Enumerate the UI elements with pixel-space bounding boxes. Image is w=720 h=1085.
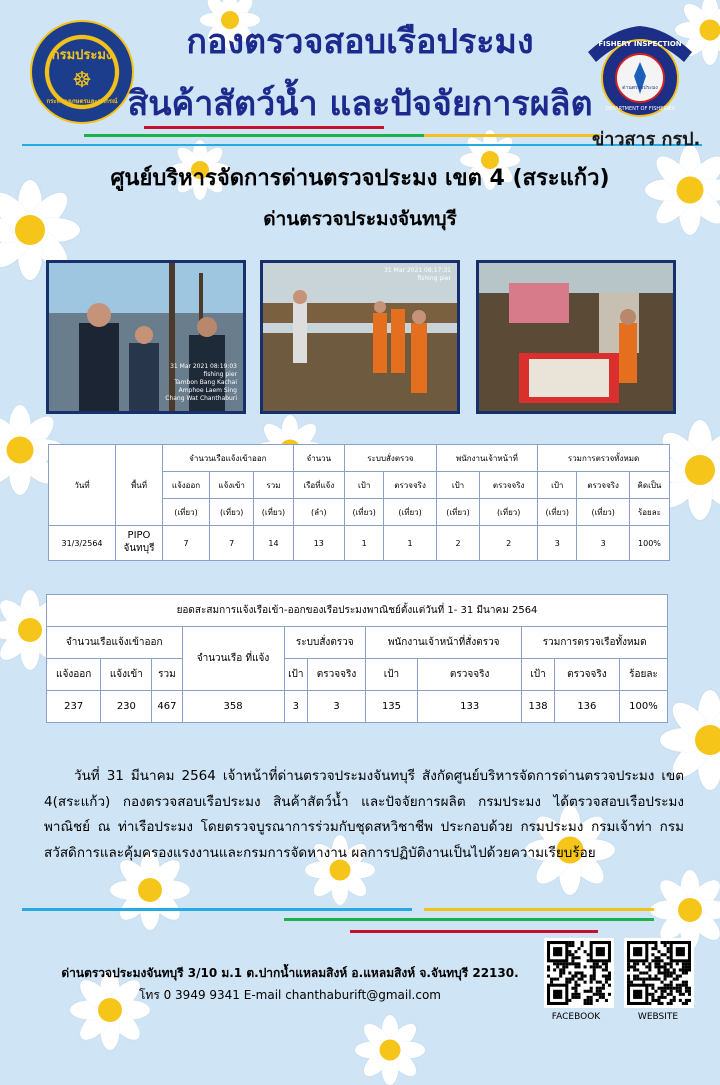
photo-2-timestamp: 31 Mar 2021 08:17:31 fishing pier: [384, 267, 451, 282]
cell-total-actual: 3: [577, 526, 629, 561]
page-title-line2: สินค้าสัตว์น้ำ และปัจจัยการผลิต: [127, 84, 593, 124]
cell-ships: 13: [293, 526, 344, 561]
subheader-actual: ตรวจจริง: [384, 472, 436, 499]
col-ships-header: จำนวนเรือ ที่แจ้ง: [182, 627, 284, 691]
department-of-fisheries-logo: กรมประมง ☸ กระทรวงเกษตรและสหกรณ์: [30, 20, 134, 124]
subheader-pct: ร้อยละ: [619, 659, 667, 691]
unit-trip: (เที่ยว): [210, 499, 254, 526]
monthly-cumulative-table: [46, 594, 668, 723]
unit-trip: (เที่ยว): [480, 499, 538, 526]
col-system-header: ระบบสั่งตรวจ: [344, 445, 436, 472]
cell-sys-target: 1: [344, 526, 383, 561]
checkpoint-title: ด่านตรวจประมงจันทบุรี: [263, 208, 457, 230]
unit-trip: (เที่ยว): [384, 499, 436, 526]
logo-top-text: FISHERY INSPECTION: [598, 40, 682, 48]
cell-total-target: 138: [522, 691, 554, 723]
news-label: ข่าวสาร กรป.: [592, 129, 701, 150]
footer-address: ด่านตรวจประมงจันทบุรี 3/10 ม.1 ต.ปากน้ำแหลมสิงห์ อ.แหลมสิงห์ จ.จันทบุรี 22130.: [61, 966, 519, 980]
inspection-photo-2: [260, 260, 460, 414]
news-paragraph: [44, 764, 684, 866]
footer-divider-blue: [22, 908, 412, 911]
subheader-pct: คิดเป็น: [629, 472, 669, 499]
unit-ship: (ลำ): [293, 499, 344, 526]
daisy-decoration: [355, 1015, 425, 1085]
cell-sum: 14: [254, 526, 293, 561]
footer-divider-green: [284, 918, 654, 921]
cell-staff-target: 2: [436, 526, 479, 561]
cell-sys-actual: 1: [384, 526, 436, 561]
monthly-table-title: ยอดสะสมการแจ้งเรือเข้า-ออกของเรือประมงพาณิชย์ตั้งแต่วันที่ 1- 31 มีนาคม 2564: [47, 595, 668, 627]
subheader-target: เป้า: [522, 659, 554, 691]
col-date-header: วันที่: [49, 445, 116, 526]
photo-1-timestamp: 31 Mar 2021 08:19:03 fishing pier Tambon Bang Kachai Amphoe Laem Sing Chang Wat Chanthaburi: [165, 363, 237, 402]
inspection-photo-3: [476, 260, 676, 414]
divider-red: [144, 126, 384, 129]
subheader-actual: ตรวจจริง: [480, 472, 538, 499]
col-count-header: จำนวน: [293, 445, 344, 472]
subheader-target: เป้า: [436, 472, 479, 499]
subheader-out: แจ้งออก: [47, 659, 101, 691]
cell-out: 237: [47, 691, 101, 723]
divider-yellow: [424, 134, 600, 137]
cell-staff-actual: 2: [480, 526, 538, 561]
page-title-line1: กองตรวจสอบเรือประมง: [186, 22, 534, 62]
table-row: [49, 526, 670, 561]
cell-staff-actual: 133: [417, 691, 521, 723]
paragraph-text: วันที่ 31 มีนาคม 2564 เจ้าหน้าที่ด่านตรวจประมงจันทบุรี สังกัดศูนย์บริหารจัดการด่านตรวจประมง เขต 4(สระแก้ว) กองตรวจสอบเรือประมง สินค้าสัตว์น้ำ และปัจจัยการผลิต กรมประมง ได้ตรวจสอบเรือประมงพาณิชย์ ณ ท่าเรือประมง โดยตรวจบูรณาการร่วมกับชุดสหวิชาชีพ ประกอบด้วย กรมประมง กรมเจ้าท่า กรมสวัสดิการและคุ้มครองแรงงานและกรมการจัดหางาน ผลการปฏิบัติงานเป็นไปด้วยความเรียบร้อย: [44, 768, 684, 861]
subheader-target: เป้า: [284, 659, 308, 691]
cell-total-actual: 136: [554, 691, 619, 723]
facebook-label: FACEBOOK: [551, 1012, 601, 1022]
logo-bottom-text: DEPARTMENT OF FISHERIES: [605, 106, 675, 112]
cell-sum: 467: [152, 691, 182, 723]
subheader-in: แจ้งเข้า: [210, 472, 254, 499]
subheader-target: เป้า: [344, 472, 383, 499]
footer-divider-yellow: [424, 908, 654, 911]
subheader-actual: ตรวจจริง: [577, 472, 629, 499]
subheader-target: เป้า: [366, 659, 418, 691]
cell-sys-actual: 3: [308, 691, 366, 723]
subheader-sum: รวม: [152, 659, 182, 691]
col-staff-header: พนักงานเจ้าหน้าที่: [436, 445, 537, 472]
divider-green: [84, 134, 444, 137]
footer-contact[interactable]: โทร 0 3949 9341 E-mail chanthaburift@gmail.com: [138, 988, 441, 1002]
subheader-target: เป้า: [538, 472, 577, 499]
col-total-header: รวมการตรวจเรือทั้งหมด: [522, 627, 668, 659]
col-system-header: ระบบสั่งตรวจ: [284, 627, 366, 659]
cell-staff-target: 135: [366, 691, 418, 723]
unit-pct: ร้อยละ: [629, 499, 669, 526]
subheader-sum: รวม: [254, 472, 293, 499]
unit-trip: (เที่ยว): [163, 499, 210, 526]
cell-in: 230: [101, 691, 152, 723]
table-row: [47, 691, 668, 723]
cell-sys-target: 3: [284, 691, 308, 723]
unit-trip: (เที่ยว): [436, 499, 479, 526]
col-staff-header: พนักงานเจ้าหน้าที่สั่งตรวจ: [366, 627, 522, 659]
col-report-header: จำนวนเรือแจ้งเข้าออก: [47, 627, 183, 659]
unit-trip: (เที่ยว): [577, 499, 629, 526]
unit-trip: (เที่ยว): [344, 499, 383, 526]
inspection-photo-1: [46, 260, 246, 414]
logo-inner-text: ด่านตรวจประมง: [622, 85, 658, 91]
website-qr-code[interactable]: [624, 938, 694, 1008]
unit-trip: (เที่ยว): [538, 499, 577, 526]
facebook-qr-code[interactable]: [544, 938, 614, 1008]
col-total-header: รวมการตรวจทั้งหมด: [538, 445, 670, 472]
footer-divider-red: [350, 930, 598, 933]
subheader-ships: เรือที่แจ้ง: [293, 472, 344, 499]
cell-area: PIPO จันทบุรี: [116, 526, 163, 561]
subheader-actual: ตรวจจริง: [554, 659, 619, 691]
col-area-header: พื้นที่: [116, 445, 163, 526]
cell-date: 31/3/2564: [49, 526, 116, 561]
subheader-actual: ตรวจจริง: [308, 659, 366, 691]
cell-ships: 358: [182, 691, 284, 723]
subheader-actual: ตรวจจริง: [417, 659, 521, 691]
subheader-in: แจ้งเข้า: [101, 659, 152, 691]
cell-pct: 100%: [629, 526, 669, 561]
subheader-out: แจ้งออก: [163, 472, 210, 499]
website-label: WEBSITE: [637, 1012, 679, 1022]
daily-inspection-table: [48, 444, 670, 561]
col-report-header: จำนวนเรือแจ้งเข้าออก: [163, 445, 294, 472]
unit-trip: (เที่ยว): [254, 499, 293, 526]
cell-pct: 100%: [619, 691, 667, 723]
cell-out: 7: [163, 526, 210, 561]
cell-in: 7: [210, 526, 254, 561]
center-title: ศูนย์บริหารจัดการด่านตรวจประมง เขต 4 (สระแก้ว): [110, 166, 610, 191]
cell-total-target: 3: [538, 526, 577, 561]
